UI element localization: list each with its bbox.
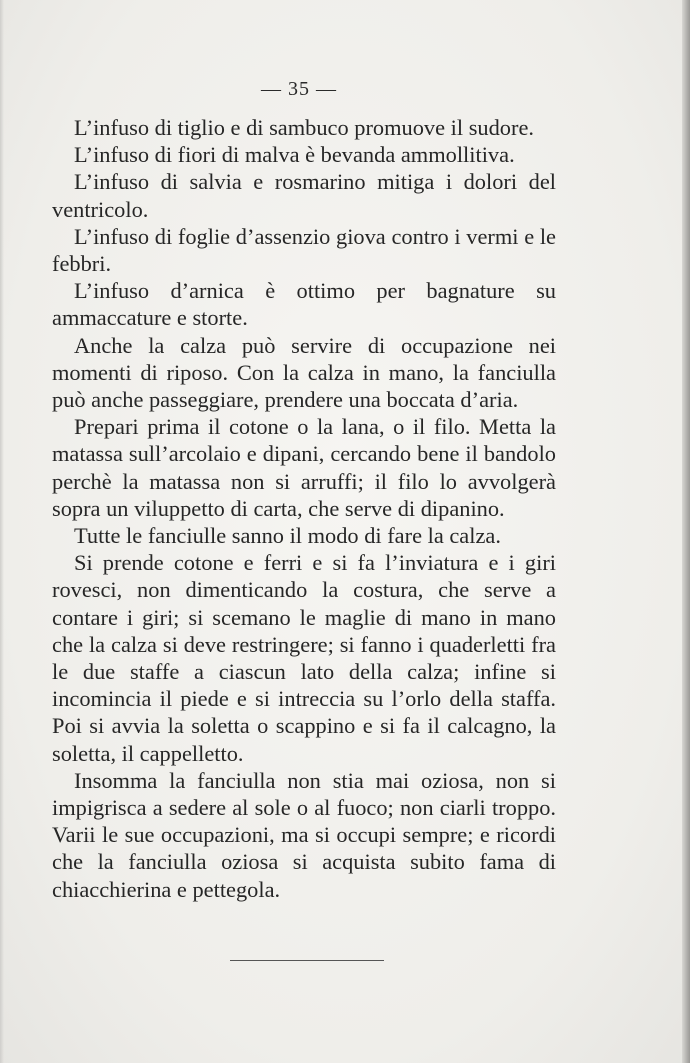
paragraph: Prepari prima il cotone o la lana, o il filo. Metta la matassa sull’arcolaio e dipani, cercando bene il bandolo perchè la matassa non si arruffi; il filo lo avvolgerà sopra un viluppetto di carta, che serve di dipanino. xyxy=(52,414,556,521)
paragraph: Insomma la fanciulla non stia mai oziosa, non si impigrisca a sedere al sole o al fuoco; non ciarli troppo. Varii le sue occupazioni, ma si occupi sempre; e ricordi che la fanciulla oziosa si acquista subito fama di chiacchierina e pettegola. xyxy=(52,767,556,902)
section-end-rule xyxy=(230,960,384,961)
page-body xyxy=(52,114,556,903)
book-spine-shadow xyxy=(682,0,690,1063)
paragraph: Tutte le fanciulle sanno il modo di fare la calza. xyxy=(74,523,501,549)
paragraph: Si prende cotone e ferri e si fa l’inviatura e i giri rovesci, non dimenticando la costura, che serve a contare i giri; si scemano le maglie di mano in mano che la calza si deve restringere; si fanno i quaderletti fra le due staffe a ciascun lato della calza; infine si incomincia il piede e si intreccia su l’orlo della staffa. Poi si avvia la soletta o scappino e si fa il calcagno, la soletta, il cappelletto. xyxy=(52,550,556,766)
paragraph: L’infuso di foglie d’assenzio giova contro i vermi e le febbri. xyxy=(52,223,556,277)
paragraph: L’infuso di tiglio e di sambuco promuove il sudore. xyxy=(74,115,534,140)
page-number: — 35 — xyxy=(261,78,337,100)
paragraph: L’infuso di fiori di malva è bevanda ammollitiva. xyxy=(74,142,515,168)
paragraph: L’infuso d’arnica è ottimo per bagnature su ammaccature e storte. xyxy=(52,278,556,331)
page-left-edge xyxy=(0,0,4,1063)
paragraph: L’infuso di salvia e rosmarino mitiga i dolori del ventricolo. xyxy=(52,169,556,222)
paragraph: Anche la calza può servire di occupazione nei momenti di riposo. Con la calza in mano, la fanciulla può anche passeggiare, prendere una boccata d’aria. xyxy=(52,332,556,413)
